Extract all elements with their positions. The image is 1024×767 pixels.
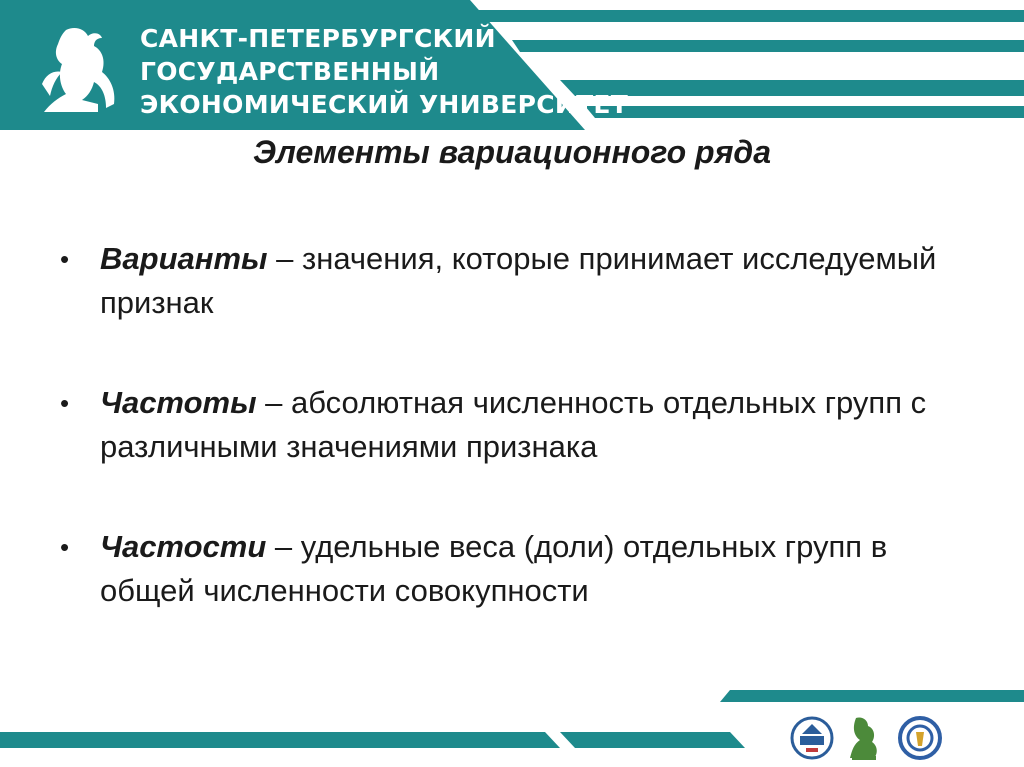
university-name-line-3: ЭКОНОМИЧЕСКИЙ УНИВЕРСИТЕТ — [140, 90, 629, 119]
university-name — [140, 22, 628, 121]
list-item-variants — [60, 237, 960, 325]
term-frequencies: Частоты — [100, 385, 257, 420]
list-item-frequencies — [60, 381, 960, 469]
university-name-line-1: САНКТ-ПЕТЕРБУРГСКИЙ — [140, 24, 496, 53]
definition-frequencies: – абсолютная численность отдельных групп с различными значениями признака — [100, 385, 927, 464]
definition-relative-frequencies: – удельные веса (доли) отдельных групп в общей численности совокупности — [100, 529, 888, 608]
bullet-icon: • — [60, 244, 70, 274]
emblem-icon — [900, 718, 940, 758]
slide-title: Элементы вариационного ряда — [253, 134, 771, 170]
list-item-text — [100, 385, 926, 464]
definition-variants: – значения, которые принимает исследуемый признак — [100, 241, 937, 320]
bullet-icon: • — [60, 388, 70, 418]
bullet-icon: • — [60, 532, 70, 562]
term-variants: Варианты — [100, 241, 268, 276]
university-name-line-2: ГОСУДАРСТВЕННЫЙ — [140, 57, 440, 86]
list-item-text — [100, 529, 887, 608]
finec-logo-icon — [850, 717, 877, 760]
partner-logos — [790, 712, 950, 764]
term-relative-frequencies: Частости — [100, 529, 267, 564]
griffin-icon — [36, 24, 122, 118]
definitions-list — [60, 237, 960, 613]
list-item-relative-frequencies — [60, 525, 960, 613]
list-item-text — [100, 241, 936, 320]
university-seal-icon — [792, 718, 832, 758]
